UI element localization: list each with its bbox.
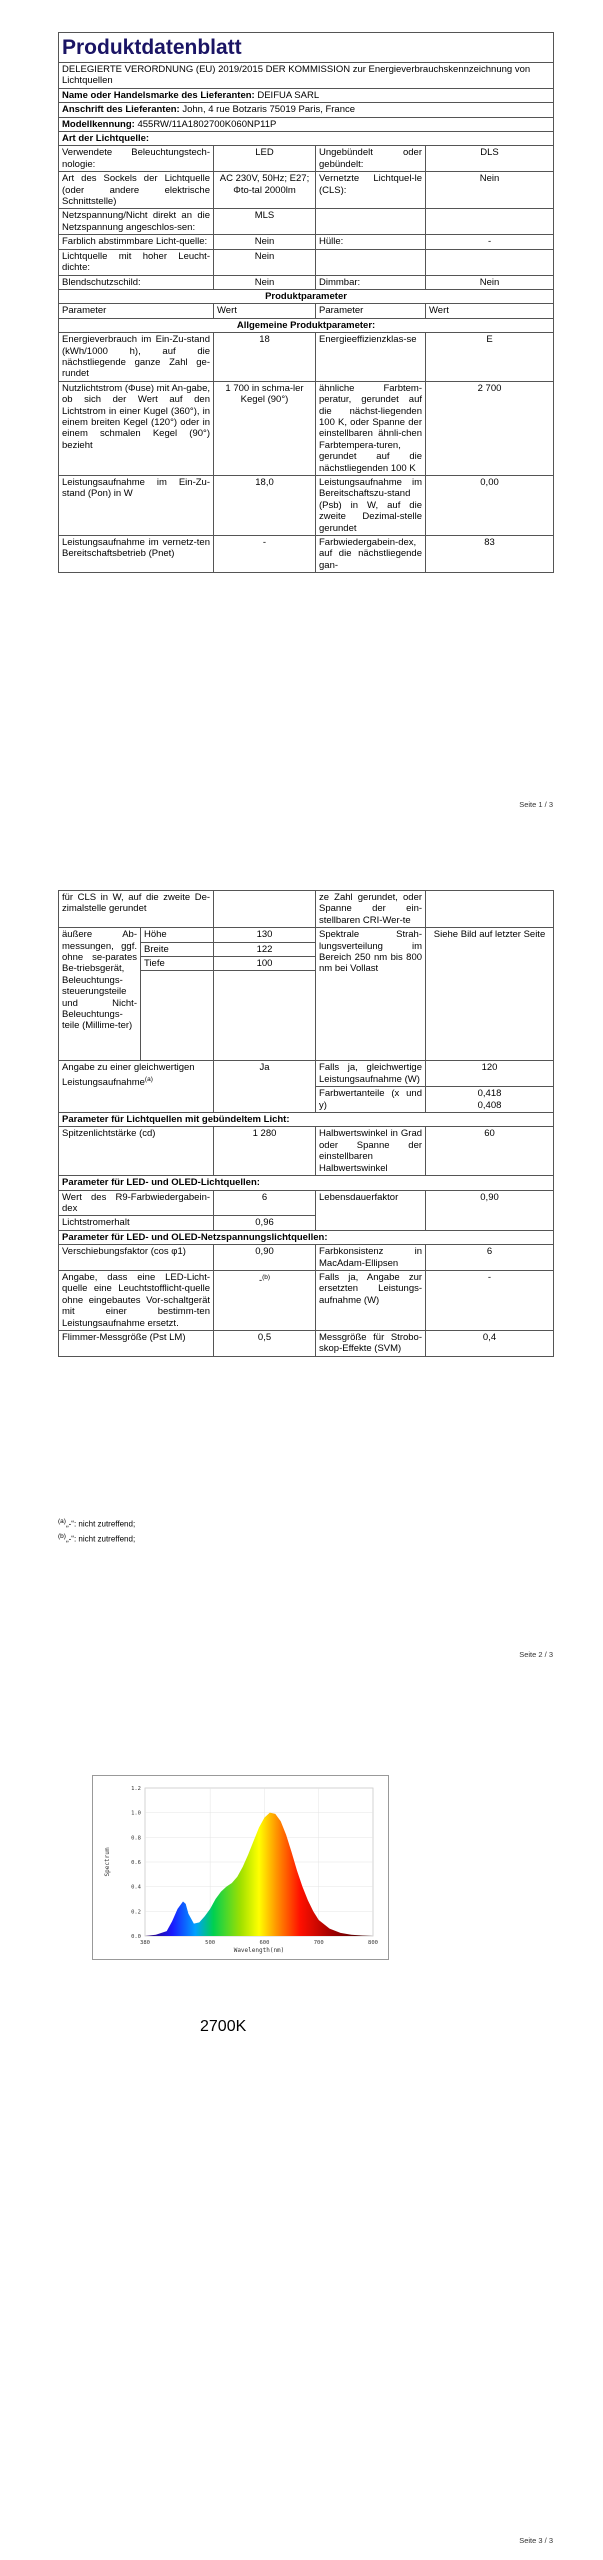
peak-value: 1 280 xyxy=(214,1127,316,1176)
dim-name: Höhe xyxy=(141,928,214,942)
param-value: - xyxy=(426,235,554,249)
chart-series xyxy=(145,1813,373,1936)
table-row xyxy=(59,209,554,235)
param-value: Nein xyxy=(214,235,316,249)
disp-value: 0,90 xyxy=(214,1245,316,1271)
beam-label: Halbwertswinkel in Grad oder Spanne der einstellbaren Halbwertswinkel xyxy=(316,1127,426,1176)
equiv-power-value: 120 xyxy=(426,1061,554,1087)
table-row xyxy=(59,146,554,172)
table-row xyxy=(59,928,554,942)
col-header-wert: Wert xyxy=(426,304,554,318)
section-header-directional: Parameter für Lichtquellen mit gebündeltem Licht: xyxy=(59,1113,554,1127)
dim-value: 100 xyxy=(214,957,316,971)
y-axis-label: Spectrum xyxy=(104,1847,111,1877)
footnote-mark: (a) xyxy=(144,1075,153,1083)
page-number: Seite 3 / 3 xyxy=(519,2536,553,2545)
footnote-text: „-“: nicht zutreffend; xyxy=(65,1534,136,1544)
y-tick-label: 0.6 xyxy=(131,1860,141,1866)
spectral-label: Spektrale Strah-lungsverteilung im Bereich 250 nm bis 800 nm bei Vollast xyxy=(316,928,426,1061)
param-value xyxy=(426,209,554,235)
svm-label: Messgröße für Strobo-skop-Effekte (SVM) xyxy=(316,1330,426,1356)
y-tick-label: 0.2 xyxy=(131,1909,141,1916)
page-2 xyxy=(0,880,603,1680)
table-row xyxy=(59,333,554,382)
param-label: Verwendete Beleuchtungstech-nologie: xyxy=(59,146,214,172)
param-label: Vernetzte Lichtquel-le (CLS): xyxy=(316,172,426,209)
param-label: Leistungsaufnahme im Ein-Zu-stand (Pon) in W xyxy=(59,476,214,536)
column-header-row xyxy=(59,304,554,318)
section-header-produktparameter: Produktparameter xyxy=(59,289,554,303)
table-row xyxy=(59,1127,554,1176)
param-label: ze Zahl gerundet, oder Spanne der ein-stellbaren CRI-Wer-te xyxy=(316,891,426,928)
dim-value: 130 xyxy=(214,928,316,942)
flicker-label: Flimmer-Messgröße (Pst LM) xyxy=(59,1330,214,1356)
param-label: Dimmbar: xyxy=(316,275,426,289)
footnote-mark: (b) xyxy=(58,1533,66,1540)
replace-value: - xyxy=(258,1275,263,1287)
dim-name: Tiefe xyxy=(141,957,214,971)
param-label: Farblich abstimmbare Licht-quelle: xyxy=(59,235,214,249)
param-value: 18,0 xyxy=(214,476,316,536)
table-row xyxy=(59,1061,554,1087)
maint-value: 0,96 xyxy=(214,1216,316,1230)
x-tick-label: 500 xyxy=(205,1940,216,1946)
table-row xyxy=(59,381,554,475)
param-value xyxy=(214,891,316,928)
param-label: ähnliche Farbtem-peratur, gerundet auf die nächst-liegenden 100 K, oder Spanne der einstellbaren ähnli-chen Farbtempera-turen, gerundet auf die nächstliegenden 100 K xyxy=(316,381,426,475)
param-label: Netzspannung/Nicht direkt an die Netzspannung angeschlos-sen: xyxy=(59,209,214,235)
page-3 xyxy=(0,1700,603,2560)
spectrum-chart xyxy=(93,1776,388,1959)
y-tick-label: 0.4 xyxy=(131,1884,141,1891)
table-row xyxy=(59,172,554,209)
section-header-led: Parameter für LED- und OLED-Lichtquellen: xyxy=(59,1176,554,1190)
param-label: Lichtquelle mit hoher Leucht-dichte: xyxy=(59,249,214,275)
survival-value: 0,90 xyxy=(426,1190,554,1230)
param-label: Ungebündelt oder gebündelt: xyxy=(316,146,426,172)
section-header-mains: Parameter für LED- und OLED-Netzspannungslichtquellen: xyxy=(59,1230,554,1244)
param-value: Nein xyxy=(214,249,316,275)
consist-label: Farbkonsistenz in MacAdam-Ellipsen xyxy=(316,1245,426,1271)
r9-label: Wert des R9-Farbwiedergabein-dex xyxy=(59,1190,214,1216)
footnote-mark: (b) xyxy=(262,1273,271,1281)
footnote-text: „-“: nicht zutreffend; xyxy=(65,1519,136,1529)
col-header-parameter: Parameter xyxy=(59,304,214,318)
table-row xyxy=(59,476,554,536)
param-value xyxy=(426,891,554,928)
param-value: LED xyxy=(214,146,316,172)
param-value: E xyxy=(426,333,554,382)
param-value: Nein xyxy=(214,275,316,289)
regulation-subtitle: DELEGIERTE VERORDNUNG (EU) 2019/2015 DER KOMMISSION zur Energieverbrauchskennzeichnung von Lichtquellen xyxy=(59,63,554,89)
table-row xyxy=(59,1270,554,1330)
param-value: - xyxy=(214,536,316,573)
param-label xyxy=(316,249,426,275)
r9-value: 6 xyxy=(214,1190,316,1216)
y-tick-label: 1.2 xyxy=(131,1786,141,1792)
chroma-label: Farbwertanteile (x und y) xyxy=(316,1087,426,1113)
param-value: 0,00 xyxy=(426,476,554,536)
param-label: Leistungsaufnahme im vernetz-ten Bereitschaftsbetrieb (Pnet) xyxy=(59,536,214,573)
replace-power-value: - xyxy=(426,1270,554,1330)
param-value: 1 700 in schma-ler Kegel (90°) xyxy=(214,381,316,475)
chroma-y: 0,408 xyxy=(477,1099,502,1111)
param-label: Energieverbrauch im Ein-Zu-stand (kWh/1000 h), auf die nächstliegende ganze Zahl ge-rundet xyxy=(59,333,214,382)
spectrum-chart-frame xyxy=(92,1775,389,1960)
param-label: Leistungsaufnahme im Bereitschaftszu-stand (Psb) in W, auf die zweite Dezimal-stelle gerundet xyxy=(316,476,426,536)
param-label xyxy=(316,209,426,235)
param-label: für CLS in W, auf die zweite De-zimalstelle gerundet xyxy=(59,891,214,928)
dim-value: 122 xyxy=(214,942,316,956)
empty-cell xyxy=(141,971,214,1061)
address-row xyxy=(59,103,554,117)
page-number: Seite 1 / 3 xyxy=(519,800,553,809)
maint-label: Lichtstromerhalt xyxy=(59,1216,214,1230)
x-tick-label: 700 xyxy=(313,1940,324,1946)
col-header-parameter: Parameter xyxy=(316,304,426,318)
replace-power-label: Falls ja, Angabe zur ersetzten Leistungs-aufnahme (W) xyxy=(316,1270,426,1330)
x-tick-label: 600 xyxy=(259,1940,270,1946)
y-tick-label: 0.0 xyxy=(131,1934,141,1940)
model-value: 455RW/11A1802700K060NP11P xyxy=(137,118,277,130)
param-label: Art des Sockels der Lichtquelle (oder andere elektrische Schnittstelle) xyxy=(59,172,214,209)
empty-cell xyxy=(214,971,316,1061)
param-label: Hülle: xyxy=(316,235,426,249)
color-temperature-caption: 2700K xyxy=(200,2018,247,2035)
equiv-power-label: Falls ja, gleichwertige Leistungsaufnahme (W) xyxy=(316,1061,426,1087)
beam-value: 60 xyxy=(426,1127,554,1176)
spectral-value: Siehe Bild auf letzter Seite xyxy=(426,928,554,1061)
datasheet-table-1 xyxy=(58,32,554,573)
address-label: Anschrift des Lieferanten: xyxy=(62,104,180,116)
table-row xyxy=(59,1330,554,1356)
table-row xyxy=(59,1245,554,1271)
survival-label: Lebensdauerfaktor xyxy=(316,1190,426,1230)
table-row xyxy=(59,536,554,573)
equiv-label: Angabe zu einer gleichwertigen Leistungsaufnahme xyxy=(62,1062,195,1088)
param-label: Energieeffizienzklas-se xyxy=(316,333,426,382)
param-value: AC 230V, 50Hz; E27; Φto-tal 2000lm xyxy=(214,172,316,209)
footnote-mark: (a) xyxy=(58,1518,66,1525)
equiv-value: Ja xyxy=(214,1061,316,1113)
table-row xyxy=(59,1190,554,1216)
table-row xyxy=(59,249,554,275)
supplier-value: DEIFUA SARL xyxy=(257,89,320,101)
footnote-b xyxy=(58,1530,135,1547)
param-value xyxy=(426,249,554,275)
consist-value: 6 xyxy=(426,1245,554,1271)
page-number: Seite 2 / 3 xyxy=(519,1650,553,1659)
param-label xyxy=(59,1061,214,1113)
model-label: Modellkennung: xyxy=(62,118,135,130)
table-row xyxy=(59,891,554,928)
chroma-values xyxy=(426,1087,554,1113)
param-value: DLS xyxy=(426,146,554,172)
disp-label: Verschiebungsfaktor (cos φ1) xyxy=(59,1245,214,1271)
param-value: Nein xyxy=(426,275,554,289)
datasheet-table-2 xyxy=(58,890,554,1357)
svm-value: 0,4 xyxy=(426,1330,554,1356)
y-tick-label: 1.0 xyxy=(131,1810,141,1817)
table-row xyxy=(59,235,554,249)
page-1 xyxy=(0,0,603,820)
model-row xyxy=(59,117,554,131)
x-axis-label: Wavelength(nm) xyxy=(233,1947,285,1954)
replace-cell xyxy=(214,1270,316,1330)
x-tick-label: 380 xyxy=(140,1940,150,1946)
param-value: 2 700 xyxy=(426,381,554,475)
param-label: Blendschutzschild: xyxy=(59,275,214,289)
chroma-x: 0,418 xyxy=(477,1088,502,1100)
param-value: 83 xyxy=(426,536,554,573)
table-row xyxy=(59,275,554,289)
param-label: Farbwiedergabein-dex, auf die nächstliegende gan- xyxy=(316,536,426,573)
address-value: John, 4 rue Botzaris 75019 Paris, France xyxy=(182,104,356,116)
flicker-value: 0,5 xyxy=(214,1330,316,1356)
param-value: 18 xyxy=(214,333,316,382)
section-header-art: Art der Lichtquelle: xyxy=(59,132,554,146)
y-tick-label: 0.8 xyxy=(131,1835,141,1842)
supplier-label: Name oder Handelsmarke des Lieferanten: xyxy=(62,89,255,101)
param-value: Nein xyxy=(426,172,554,209)
x-tick-label: 800 xyxy=(368,1940,378,1946)
spectrum-area xyxy=(145,1813,373,1936)
peak-label: Spitzenlichtstärke (cd) xyxy=(59,1127,214,1176)
dimensions-label: äußere Ab-messungen, ggf. ohne se-parates Be-triebsgerät, Beleuchtungs-steuerungsteile und Nicht-Beleuchtungs-teile (Millime-ter) xyxy=(59,928,141,1061)
dim-name: Breite xyxy=(141,942,214,956)
section-header-allgemeine: Allgemeine Produktparameter: xyxy=(59,318,554,332)
replace-label: Angabe, dass eine LED-Licht-quelle eine Leuchtstofflicht-quelle ohne eingebautes Vor-schaltgerät mit einer bestimm-ten Leistungsaufnahme ersetzt. xyxy=(59,1270,214,1330)
supplier-row xyxy=(59,88,554,102)
page-title: Produktdatenblatt xyxy=(59,33,554,63)
param-value: MLS xyxy=(214,209,316,235)
param-label: Nutzlichtstrom (Φuse) mit An-gabe, ob sich der Wert auf den Lichtstrom in einer Kugel (360°), in einem breiten Kegel (120°) oder in einem schmalen Kegel (90°) bezieht xyxy=(59,381,214,475)
col-header-wert: Wert xyxy=(214,304,316,318)
